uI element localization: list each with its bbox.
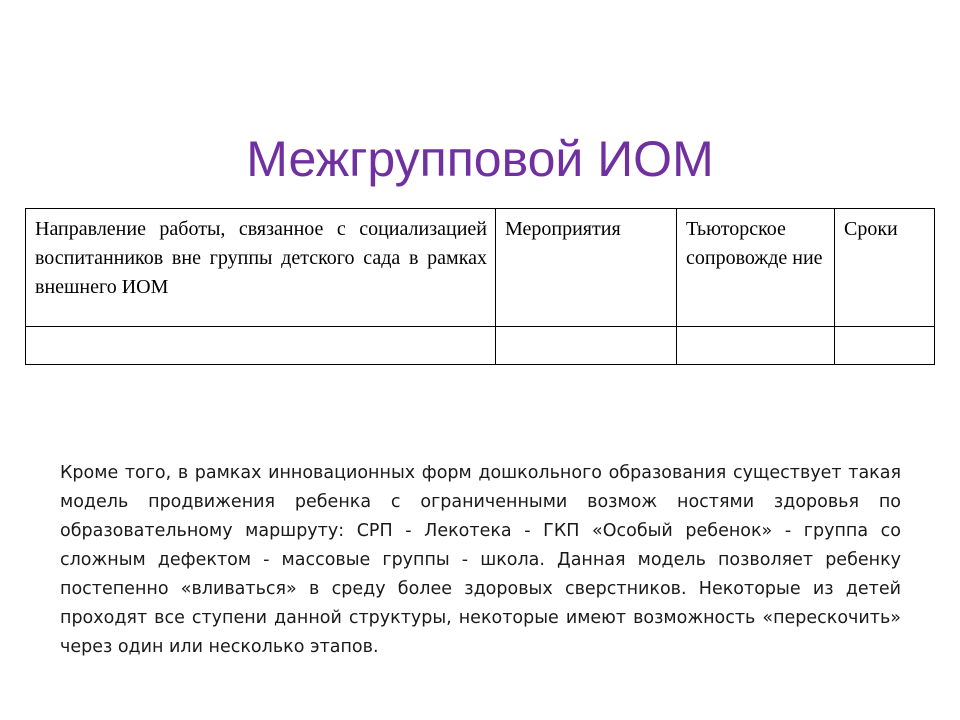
table-cell bbox=[835, 327, 935, 365]
header-cell-deadlines: Сроки bbox=[835, 209, 935, 327]
table-cell bbox=[677, 327, 835, 365]
slide-title: Межгрупповой ИОМ bbox=[246, 131, 714, 187]
iom-table bbox=[25, 208, 935, 365]
header-cell-tutor-support: Тьюторское сопровожде ние bbox=[677, 209, 835, 327]
table-cell bbox=[26, 327, 496, 365]
header-cell-events: Мероприятия bbox=[496, 209, 677, 327]
table-cell bbox=[496, 327, 677, 365]
table-header-row bbox=[26, 209, 935, 327]
header-cell-direction: Направление работы, связанное с социализацией воспитанников вне группы детского сада в рамках внешнего ИОМ bbox=[26, 209, 496, 327]
table-row bbox=[26, 327, 935, 365]
body-paragraph: Кроме того, в рамках инновационных форм дошкольного образования существует такая модель продвижения ребенка с ограниченными возмож ностями здоровья по образовательному маршруту: СРП - Лекотека - ГКП «Особый ребенок» - группа со сложным дефектом - массовые группы - школа. Данная модель позволяет ребенку постепенно «вливаться» в среду более здоровых сверстников. Некоторые из детей проходят все ступени данной структуры, некоторые имеют возможность «перескочить» через один или несколько этапов. bbox=[60, 463, 901, 657]
